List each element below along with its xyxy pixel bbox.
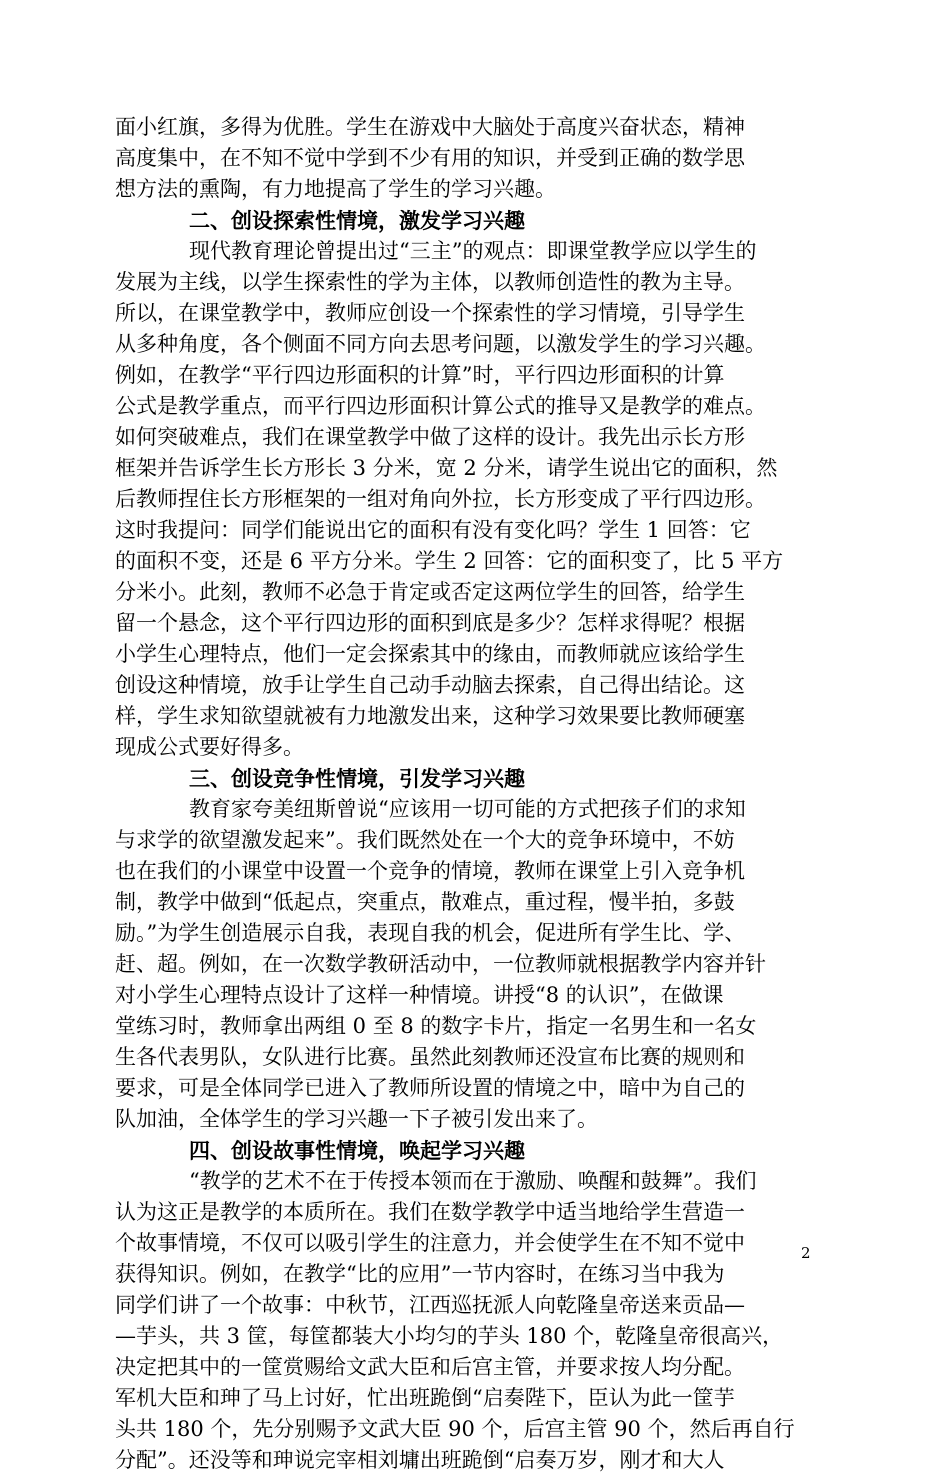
paragraph-first-line: 现代教育理论曾提出过“三主”的观点：即课堂教学应以学生的	[189, 239, 757, 263]
paragraph-line: 所以，在课堂教学中，教师应创设一个探索性的学习情境，引导学生	[115, 301, 745, 325]
paragraph-line: 分米小。此刻，教师不必急于肯定或否定这两位学生的回答，给学生	[115, 580, 745, 604]
paragraph-line: 现成公式要好得多。	[115, 735, 304, 759]
paragraph-line: 赶、超。例如，在一次数学教研活动中，一位教师就根据教学内容并针	[115, 952, 766, 976]
paragraph-line: 样，学生求知欲望就被有力地激发出来，这种学习效果要比教师硬塞	[115, 704, 745, 728]
paragraph-first-line: 教育家夸美纽斯曾说“应该用一切可能的方式把孩子们的求知	[189, 797, 746, 821]
paragraph-line: 这时我提问：同学们能说出它的面积有没有变化吗？学生 1 回答：它	[115, 518, 751, 542]
section-heading-3: 三、创设竞争性情境，引发学习兴趣	[189, 766, 525, 791]
paragraph-line: 留一个悬念，这个平行四边形的面积到底是多少？怎样求得呢？根据	[115, 611, 745, 635]
paragraph-line: 要求，可是全体同学已进入了教师所设置的情境之中，暗中为自己的	[115, 1076, 745, 1100]
paragraph-line: 同学们讲了一个故事：中秋节，江西巡抚派人向乾隆皇帝送来贡品—	[115, 1293, 745, 1317]
paragraph-line: 后教师捏住长方形框架的一组对角向外拉，长方形变成了平行四边形。	[115, 487, 766, 511]
paragraph-line: 分配”。还没等和珅说完宰相刘墉出班跪倒“启奏万岁，刚才和大人	[115, 1448, 725, 1472]
paragraph-line: 励。”为学生创造展示自我，表现自我的机会，促进所有学生比、学、	[115, 921, 746, 945]
paragraph-line: 头共 180 个，先分别赐予文武大臣 90 个，后宫主管 90 个，然后再自行	[115, 1417, 795, 1441]
section-heading-2: 二、创设探索性情境，激发学习兴趣	[189, 208, 525, 233]
paragraph-first-line: “教学的艺术不在于传授本领而在于激励、唤醒和鼓舞”。我们	[189, 1169, 757, 1193]
paragraph-line: 队加油，全体学生的学习兴趣一下子被引发出来了。	[115, 1107, 598, 1131]
paragraph-line: 堂练习时，教师拿出两组 0 至 8 的数字卡片，指定一名男生和一名女	[115, 1014, 757, 1038]
paragraph-line: 也在我们的小课堂中设置一个竞争的情境，教师在课堂上引入竞争机	[115, 859, 745, 883]
paragraph-line: —芋头，共 3 筐，每筐都装大小均匀的芋头 180 个，乾隆皇帝很高兴，	[115, 1324, 784, 1348]
paragraph-line: 生各代表男队，女队进行比赛。虽然此刻教师还没宣布比赛的规则和	[115, 1045, 745, 1069]
paragraph-line: 军机大臣和珅了马上讨好，忙出班跪倒“启奏陛下，臣认为此一筐芋	[115, 1386, 735, 1410]
paragraph-line: 高度集中，在不知不觉中学到不少有用的知识，并受到正确的数学思	[115, 146, 745, 170]
paragraph-line: 与求学的欲望激发起来”。我们既然处在一个大的竞争环境中，不妨	[115, 828, 735, 852]
paragraph-line: 面小红旗，多得为优胜。学生在游戏中大脑处于高度兴奋状态，精神	[115, 115, 745, 139]
paragraph-line: 发展为主线，以学生探索性的学为主体，以教师创造性的教为主导。	[115, 270, 745, 294]
paragraph-line: 从多种角度，各个侧面不同方向去思考问题，以激发学生的学习兴趣。	[115, 332, 766, 356]
paragraph-line: 获得知识。例如，在教学“比的应用”一节内容时，在练习当中我为	[115, 1262, 725, 1286]
paragraph-line: 框架并告诉学生长方形长 3 分米，宽 2 分米，请学生说出它的面积，然	[115, 456, 778, 480]
paragraph-line: 制，教学中做到“低起点，突重点，散难点，重过程，慢半拍，多鼓	[115, 890, 735, 914]
paragraph-line: 例如，在教学“平行四边形面积的计算”时，平行四边形面积的计算	[115, 363, 725, 387]
paragraph-line: 决定把其中的一筐赏赐给文武大臣和后宫主管，并要求按人均分配。	[115, 1355, 745, 1379]
paragraph-line: 公式是教学重点，而平行四边形面积计算公式的推导又是教学的难点。	[115, 394, 766, 418]
page-number: 2	[801, 1244, 811, 1262]
paragraph-line: 的面积不变，还是 6 平方分米。学生 2 回答：它的面积变了，比 5 平方	[115, 549, 784, 573]
paragraph-line: 想方法的熏陶，有力地提高了学生的学习兴趣。	[115, 177, 556, 201]
paragraph-line: 认为这正是教学的本质所在。我们在数学教学中适当地给学生营造一	[115, 1200, 745, 1224]
document-page	[115, 112, 830, 1476]
paragraph-line: 创设这种情境，放手让学生自己动手动脑去探索，自己得出结论。这	[115, 673, 745, 697]
paragraph-line: 个故事情境，不仅可以吸引学生的注意力，并会使学生在不知不觉中	[115, 1231, 745, 1255]
paragraph-line: 对小学生心理特点设计了这样一种情境。讲授“8 的认识”，在做课	[115, 983, 724, 1007]
paragraph-line: 小学生心理特点，他们一定会探索其中的缘由，而教师就应该给学生	[115, 642, 745, 666]
paragraph-line: 如何突破难点，我们在课堂教学中做了这样的设计。我先出示长方形	[115, 425, 745, 449]
section-heading-4: 四、创设故事性情境，唤起学习兴趣	[189, 1138, 525, 1163]
